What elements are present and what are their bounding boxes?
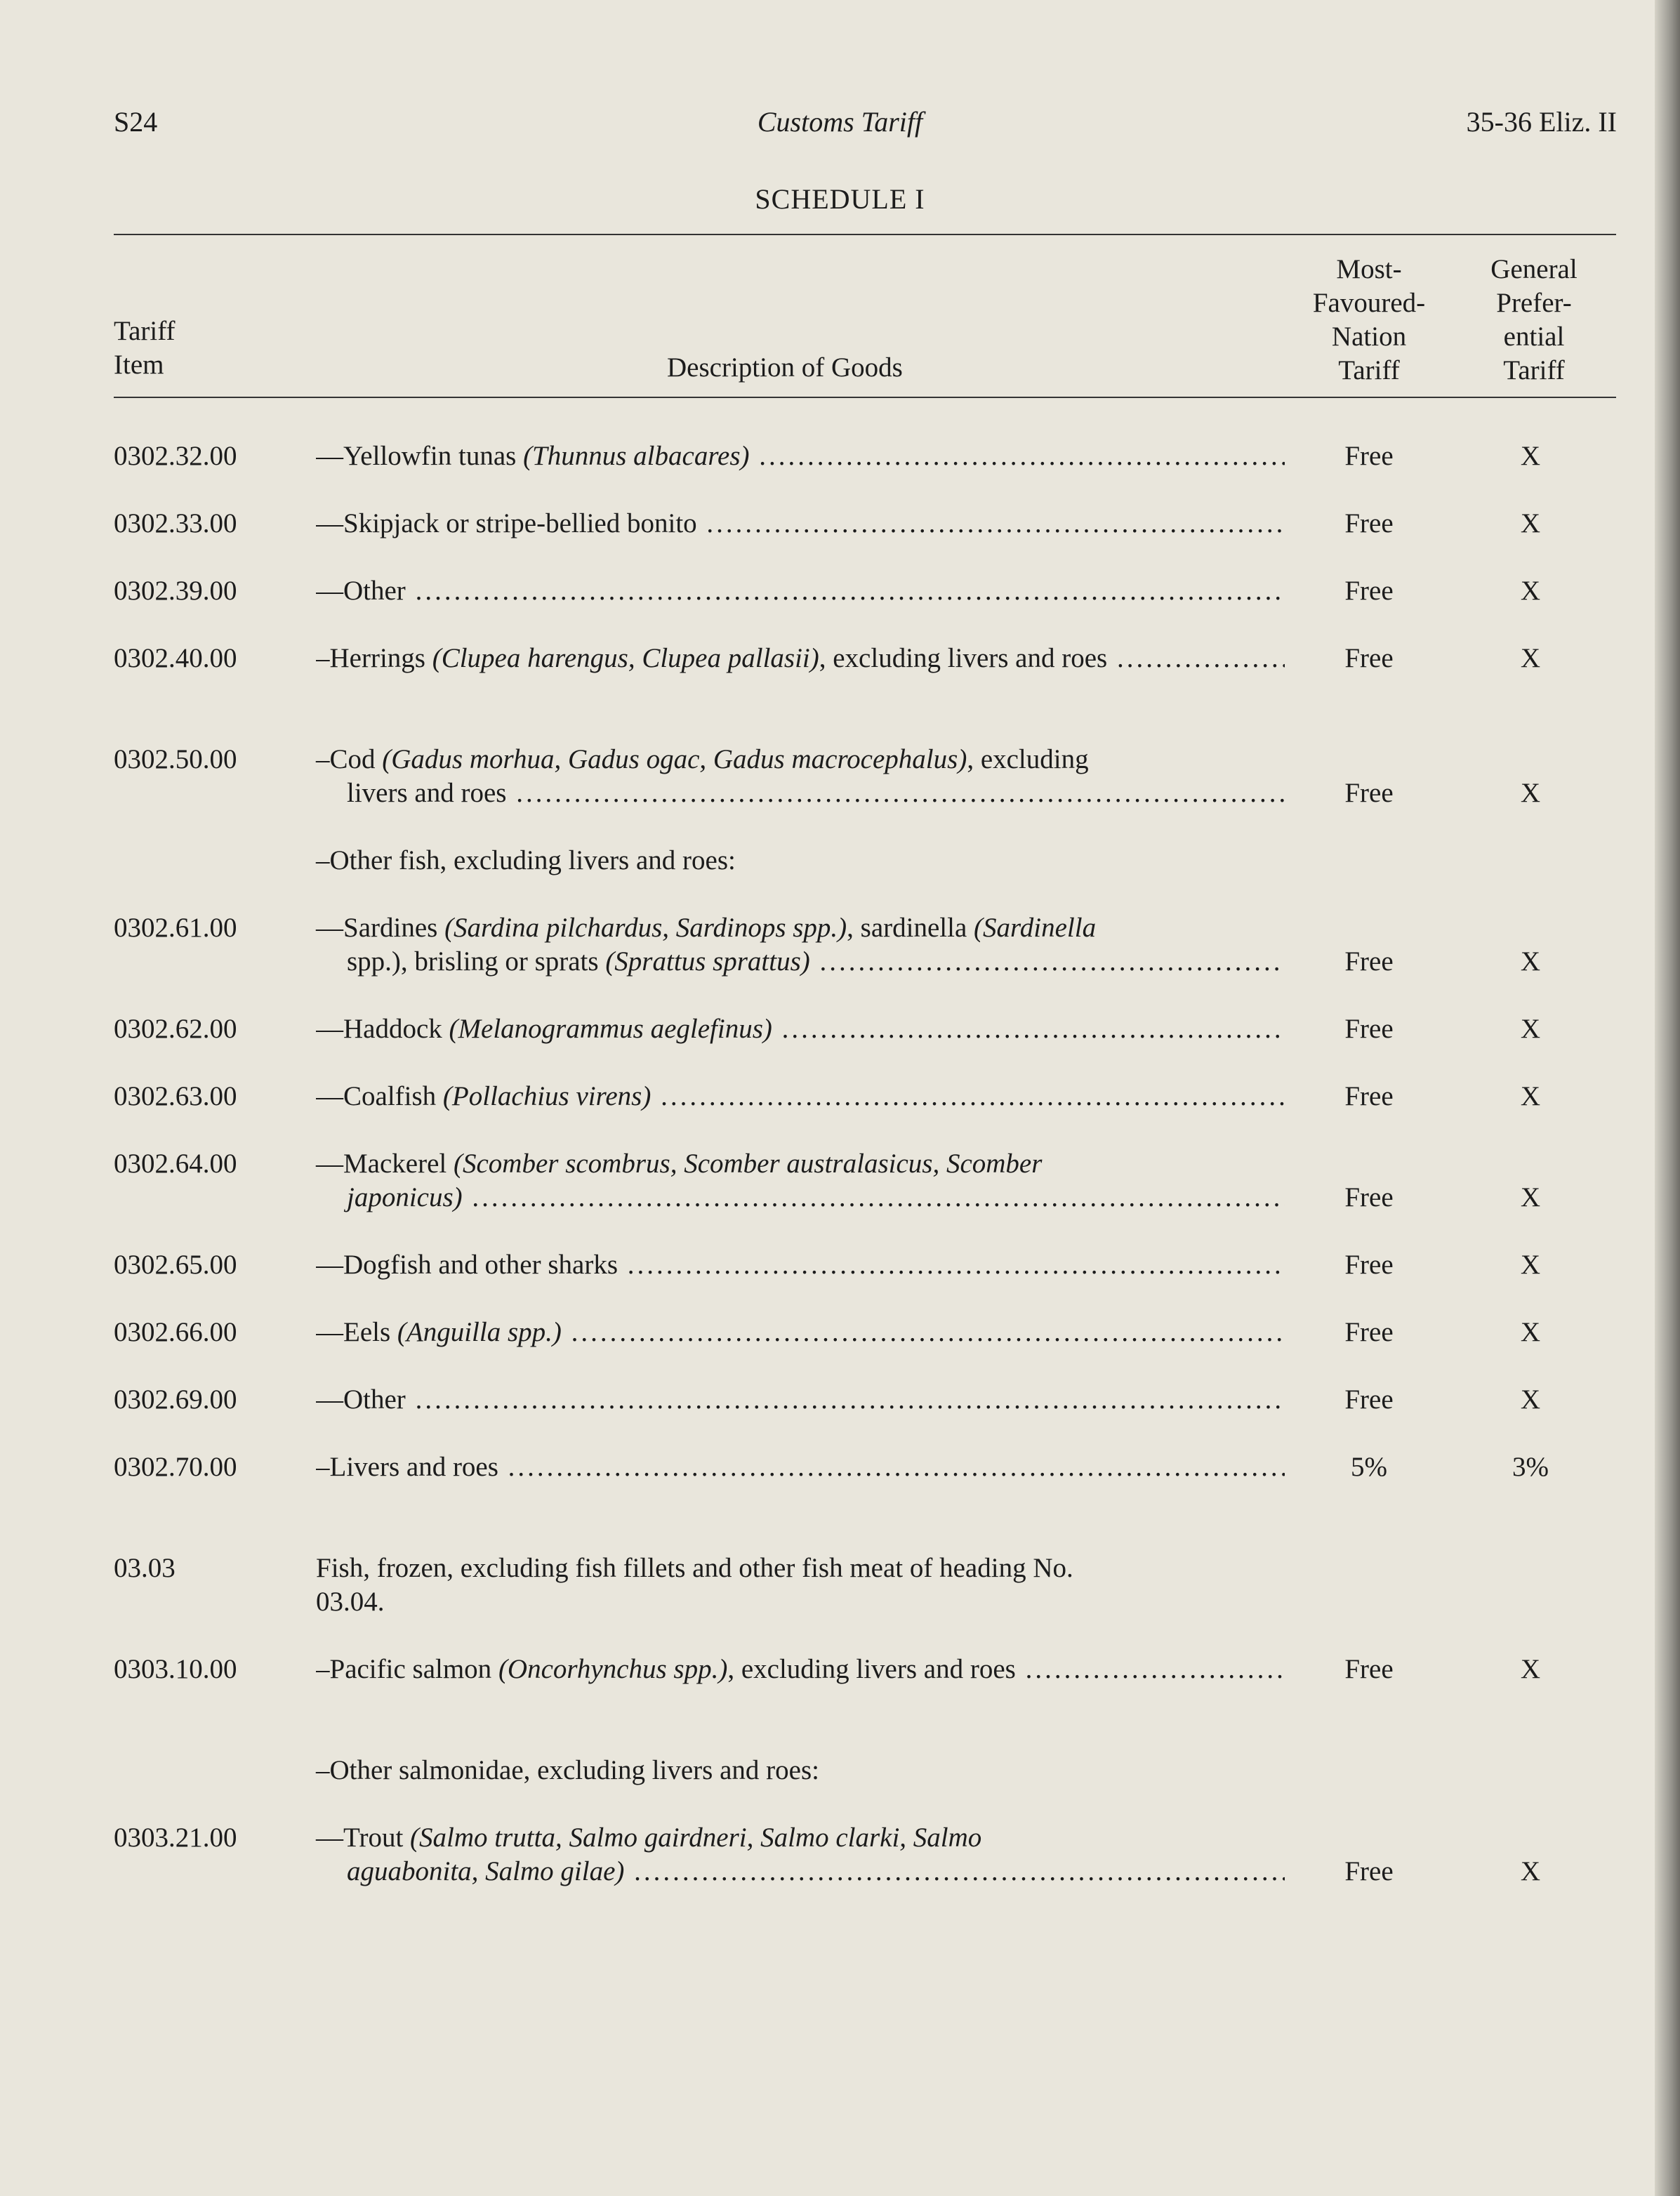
gpt-tariff-value: X bbox=[1520, 643, 1541, 673]
description-text: —Sardines bbox=[316, 913, 445, 943]
col-head-line: Item bbox=[114, 350, 164, 380]
goods-description bbox=[316, 1012, 1285, 1046]
description-text: , excluding livers and roes bbox=[727, 1654, 1016, 1684]
goods-description bbox=[316, 574, 1285, 608]
col-head-mfn-tariff bbox=[1285, 253, 1453, 388]
description-text: –Livers and roes bbox=[316, 1452, 498, 1482]
tariff-item-code: 0302.40.00 bbox=[114, 643, 237, 673]
subheading-text: –Other salmonidae, excluding livers and roes: bbox=[316, 1755, 819, 1785]
top-rule bbox=[114, 234, 1616, 235]
running-title: Customs Tariff bbox=[757, 106, 923, 138]
col-head-line: Tariff bbox=[1338, 355, 1400, 385]
col-head-line: Most- bbox=[1336, 254, 1402, 284]
description-text: (Sardinella bbox=[974, 913, 1097, 943]
description-text: Fish, frozen, excluding fish fillets and other fish meat of heading No. bbox=[316, 1553, 1073, 1583]
col-head-gpt-tariff bbox=[1453, 253, 1615, 388]
gpt-tariff-value: X bbox=[1520, 1250, 1541, 1280]
tariff-item-code: 0302.50.00 bbox=[114, 744, 237, 774]
subheading-text: –Other fish, excluding livers and roes: bbox=[316, 845, 736, 875]
description-text: (Sprattus sprattus) bbox=[605, 946, 810, 977]
description-text: (Sardina pilchardus, Sardinops spp.) bbox=[444, 913, 847, 943]
gpt-tariff-value: X bbox=[1520, 1654, 1541, 1684]
goods-description bbox=[316, 1821, 1285, 1889]
description-text: (Salmo trutta, Salmo gairdneri, Salmo clarki, Salmo bbox=[410, 1823, 982, 1853]
description-text: , excluding bbox=[967, 744, 1089, 774]
tariff-item-code: 0302.33.00 bbox=[114, 508, 237, 538]
gpt-tariff-value: X bbox=[1520, 1856, 1541, 1886]
gpt-tariff-value: X bbox=[1520, 508, 1541, 538]
gpt-tariff-value: X bbox=[1520, 1182, 1541, 1212]
tariff-item-code: 0302.65.00 bbox=[114, 1250, 237, 1280]
description-text: (Oncorhynchus spp.) bbox=[498, 1654, 728, 1684]
tariff-item-code: 0302.62.00 bbox=[114, 1014, 237, 1044]
col-head-tariff-item bbox=[114, 315, 176, 382]
goods-description bbox=[316, 642, 1285, 675]
goods-description bbox=[316, 911, 1285, 979]
description-text: –Pacific salmon bbox=[316, 1654, 498, 1684]
description-text: spp.), brisling or sprats bbox=[347, 946, 606, 977]
description-text: (Thunnus albacares) bbox=[523, 441, 750, 471]
description-text: (Pollachius virens) bbox=[442, 1081, 652, 1111]
gpt-tariff-value: X bbox=[1520, 1014, 1541, 1044]
col-head-description: Description of Goods bbox=[667, 352, 903, 383]
tariff-item-code: 03.03 bbox=[114, 1553, 176, 1583]
description-text: japonicus) bbox=[347, 1182, 463, 1212]
goods-description bbox=[316, 1080, 1285, 1113]
mfn-tariff-value: Free bbox=[1344, 1182, 1394, 1212]
mfn-tariff-value: Free bbox=[1344, 946, 1394, 977]
goods-description bbox=[316, 1653, 1285, 1686]
mfn-tariff-value: Free bbox=[1344, 1014, 1394, 1044]
col-head-line: General bbox=[1490, 254, 1578, 284]
col-head-line: Nation bbox=[1331, 322, 1407, 352]
description-text: (Clupea harengus, Clupea pallasii) bbox=[432, 643, 819, 673]
description-text: (Gadus morhua, Gadus ogac, Gadus macrocephalus) bbox=[382, 744, 967, 774]
mfn-tariff-value: Free bbox=[1344, 1317, 1394, 1347]
goods-description bbox=[316, 1552, 1285, 1619]
goods-description bbox=[316, 1147, 1285, 1215]
col-head-line: Favoured- bbox=[1312, 288, 1426, 318]
gpt-tariff-value: X bbox=[1520, 778, 1541, 808]
description-text: —Skipjack or stripe-bellied bonito bbox=[316, 508, 697, 538]
mfn-tariff-value: Free bbox=[1344, 778, 1394, 808]
goods-description bbox=[316, 1383, 1285, 1417]
goods-description bbox=[316, 439, 1285, 473]
mfn-tariff-value: Free bbox=[1344, 576, 1394, 606]
mfn-tariff-value: Free bbox=[1344, 643, 1394, 673]
description-text: –Herrings bbox=[316, 643, 432, 673]
description-text: livers and roes bbox=[347, 778, 507, 808]
tariff-item-code: 0302.64.00 bbox=[114, 1149, 237, 1179]
mfn-tariff-value: 5% bbox=[1351, 1452, 1387, 1482]
tariff-item-code: 0302.63.00 bbox=[114, 1081, 237, 1111]
mfn-tariff-value: Free bbox=[1344, 441, 1394, 471]
tariff-item-code: 0302.39.00 bbox=[114, 576, 237, 606]
schedule-title: SCHEDULE I bbox=[755, 183, 925, 215]
col-head-line: Prefer- bbox=[1496, 288, 1572, 318]
col-head-line: ential bbox=[1503, 322, 1565, 352]
gpt-tariff-value: X bbox=[1520, 441, 1541, 471]
description-text: —Coalfish bbox=[316, 1081, 443, 1111]
tariff-item-code: 0302.70.00 bbox=[114, 1452, 237, 1482]
mfn-tariff-value: Free bbox=[1344, 1384, 1394, 1415]
description-text: , excluding livers and roes bbox=[819, 643, 1108, 673]
goods-description bbox=[316, 1316, 1285, 1349]
description-text: (Melanogrammus aeglefinus) bbox=[449, 1014, 772, 1044]
description-text: , sardinella bbox=[847, 913, 974, 943]
mfn-tariff-value: Free bbox=[1344, 1654, 1394, 1684]
goods-description bbox=[316, 1248, 1285, 1282]
tariff-item-code: 0303.10.00 bbox=[114, 1654, 237, 1684]
gpt-tariff-value: X bbox=[1520, 946, 1541, 977]
description-text: –Cod bbox=[316, 744, 383, 774]
gpt-tariff-value: X bbox=[1520, 1317, 1541, 1347]
mfn-tariff-value: Free bbox=[1344, 1250, 1394, 1280]
description-text: aguabonita, Salmo gilae) bbox=[347, 1856, 625, 1886]
tariff-item-code: 0302.66.00 bbox=[114, 1317, 237, 1347]
page-edge-shadow bbox=[1655, 0, 1680, 2196]
tariff-item-code: 0302.69.00 bbox=[114, 1384, 237, 1415]
mfn-tariff-value: Free bbox=[1344, 508, 1394, 538]
gpt-tariff-value: 3% bbox=[1512, 1452, 1549, 1482]
description-text: 03.04. bbox=[316, 1587, 385, 1617]
gpt-tariff-value: X bbox=[1520, 576, 1541, 606]
page-number: S24 bbox=[114, 106, 158, 138]
tariff-item-code: 0303.21.00 bbox=[114, 1823, 237, 1853]
goods-description bbox=[316, 743, 1285, 810]
description-text: —Yellowfin tunas bbox=[316, 441, 524, 471]
header-rule bbox=[114, 397, 1616, 398]
regnal-year: 35-36 Eliz. II bbox=[1466, 106, 1617, 138]
col-head-line: Tariff bbox=[1503, 355, 1565, 385]
tariff-item-code: 0302.61.00 bbox=[114, 913, 237, 943]
gpt-tariff-value: X bbox=[1520, 1081, 1541, 1111]
description-text: (Scomber scombrus, Scomber australasicus, Scomber bbox=[454, 1149, 1043, 1179]
description-text: —Trout bbox=[316, 1823, 411, 1853]
tariff-item-code: 0302.32.00 bbox=[114, 441, 237, 471]
mfn-tariff-value: Free bbox=[1344, 1856, 1394, 1886]
description-text: (Anguilla spp.) bbox=[397, 1317, 562, 1347]
description-text: —Dogfish and other sharks bbox=[316, 1250, 619, 1280]
description-text: —Eels bbox=[316, 1317, 397, 1347]
gpt-tariff-value: X bbox=[1520, 1384, 1541, 1415]
description-text: —Haddock bbox=[316, 1014, 449, 1044]
mfn-tariff-value: Free bbox=[1344, 1081, 1394, 1111]
goods-description bbox=[316, 1450, 1285, 1484]
description-text: —Other bbox=[316, 1384, 406, 1415]
description-text: —Other bbox=[316, 576, 406, 606]
goods-description bbox=[316, 507, 1285, 541]
col-head-line: Tariff bbox=[114, 316, 176, 346]
description-text: —Mackerel bbox=[316, 1149, 454, 1179]
